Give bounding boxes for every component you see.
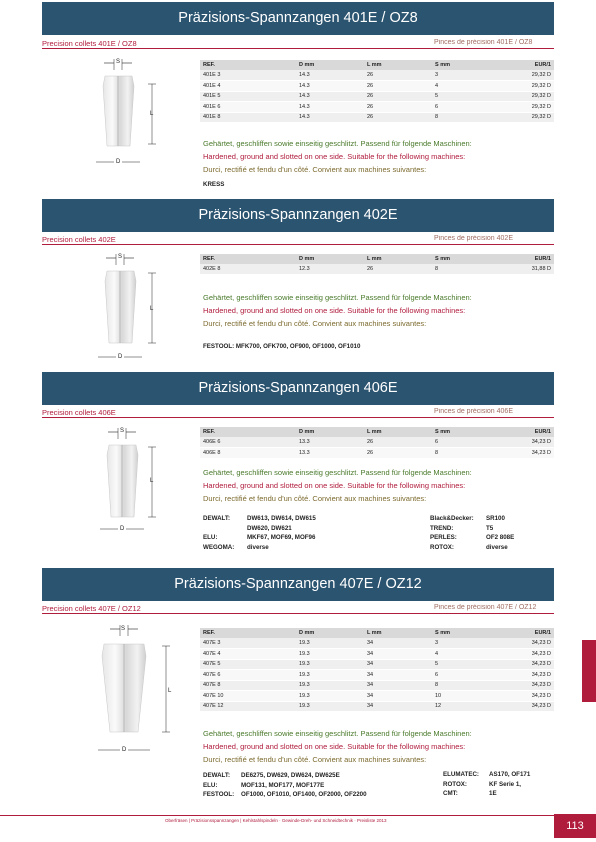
subtitle-en: Precision collets 402E bbox=[42, 235, 116, 244]
cell-l: 26 bbox=[364, 70, 432, 81]
header-price: EUR/1 bbox=[520, 628, 554, 638]
machine-models: DW613, DW614, DW615 bbox=[247, 515, 316, 522]
subtitle-divider bbox=[42, 613, 554, 614]
cell-l: 34 bbox=[364, 638, 432, 649]
machine-list-left bbox=[203, 514, 316, 552]
description-en: Hardened, ground and slotted on one side. Suitable for the following machines: bbox=[203, 152, 466, 161]
cell-s: 8 bbox=[432, 680, 520, 691]
cell-price: 34,23 D bbox=[520, 649, 554, 660]
machine-brand: KRESS bbox=[203, 181, 225, 188]
table-row bbox=[200, 659, 554, 670]
table-row bbox=[200, 701, 554, 712]
dim-d-label: D bbox=[118, 354, 123, 360]
cell-ref: 401E 8 bbox=[200, 112, 296, 123]
spec-table bbox=[200, 60, 554, 123]
machine-list-right bbox=[443, 770, 530, 799]
machine-brand: ROTOX: bbox=[430, 543, 454, 551]
description-fr: Durci, rectifié et fendu d'un côté. Convient aux machines suivantes: bbox=[203, 494, 427, 503]
machine-models: T5 bbox=[486, 524, 494, 532]
cell-d: 19.3 bbox=[296, 649, 364, 660]
page-number: 113 bbox=[554, 814, 596, 838]
description-de: Gehärtet, geschliffen sowie einseitig geschlitzt. Passend für folgende Maschinen: bbox=[203, 293, 472, 302]
cell-l: 34 bbox=[364, 691, 432, 702]
cell-price: 31,88 D bbox=[520, 264, 554, 275]
subtitle-divider bbox=[42, 417, 554, 418]
dim-d-label: D bbox=[116, 159, 121, 165]
cell-ref: 401E 4 bbox=[200, 81, 296, 92]
machine-list bbox=[203, 342, 360, 352]
machine-models: AS170, OF171 bbox=[489, 771, 531, 778]
table-header-row bbox=[200, 628, 554, 638]
table-header-row bbox=[200, 60, 554, 70]
header-d: D mm bbox=[296, 254, 364, 264]
collet-drawing bbox=[94, 251, 164, 366]
cell-d: 13.3 bbox=[296, 437, 364, 448]
description-fr: Durci, rectifié et fendu d'un côté. Convient aux machines suivantes: bbox=[203, 165, 427, 174]
cell-l: 34 bbox=[364, 649, 432, 660]
cell-ref: 402E 8 bbox=[200, 264, 296, 275]
header-price: EUR/1 bbox=[520, 427, 554, 437]
cell-s: 8 bbox=[432, 112, 520, 123]
header-price: EUR/1 bbox=[520, 60, 554, 70]
machine-brand: ELUMATEC: bbox=[443, 771, 479, 778]
cell-price: 34,23 D bbox=[520, 691, 554, 702]
machine-models: diverse bbox=[486, 543, 508, 551]
cell-l: 26 bbox=[364, 437, 432, 448]
header-d: D mm bbox=[296, 60, 364, 70]
dim-l-label: L bbox=[150, 111, 154, 117]
machine-brand: WEGOMA: bbox=[203, 543, 235, 551]
cell-d: 14.3 bbox=[296, 70, 364, 81]
spec-table bbox=[200, 427, 554, 459]
cell-d: 12.3 bbox=[296, 264, 364, 275]
machine-brand: FESTOOL: bbox=[203, 343, 235, 350]
machine-models: diverse bbox=[247, 543, 269, 551]
cell-d: 14.3 bbox=[296, 112, 364, 123]
header-ref: REF. bbox=[200, 628, 296, 638]
subtitle-divider bbox=[42, 244, 554, 245]
cell-price: 34,23 D bbox=[520, 670, 554, 681]
table-row bbox=[200, 102, 554, 113]
section-title: Präzisions-Spannzangen 402E bbox=[42, 199, 554, 232]
cell-l: 34 bbox=[364, 659, 432, 670]
description-fr: Durci, rectifié et fendu d'un côté. Convient aux machines suivantes: bbox=[203, 755, 427, 764]
header-l: L mm bbox=[364, 254, 432, 264]
machine-entry bbox=[203, 533, 316, 543]
machine-entry bbox=[203, 781, 367, 791]
table-row bbox=[200, 70, 554, 81]
cell-s: 6 bbox=[432, 102, 520, 113]
cell-ref: 407E 8 bbox=[200, 680, 296, 691]
chapter-tab bbox=[582, 640, 596, 702]
subtitle-en: Precision collets 407E / OZ12 bbox=[42, 604, 141, 613]
machine-brand: ELU: bbox=[203, 534, 218, 541]
cell-price: 34,23 D bbox=[520, 701, 554, 712]
description-de: Gehärtet, geschliffen sowie einseitig geschlitzt. Passend für folgende Maschinen: bbox=[203, 729, 472, 738]
machine-list-right bbox=[430, 514, 514, 552]
header-s: S mm bbox=[432, 254, 520, 264]
machine-list-left bbox=[203, 771, 367, 800]
subtitle-en: Precision collets 406E bbox=[42, 408, 116, 417]
machine-models: MFK700, OFK700, OF900, OF1000, OF1010 bbox=[235, 343, 361, 350]
subtitle-fr: Pinces de précision 407E / OZ12 bbox=[434, 604, 537, 611]
table-header-row bbox=[200, 427, 554, 437]
cell-s: 8 bbox=[432, 264, 520, 275]
cell-ref: 406E 8 bbox=[200, 448, 296, 459]
dim-l-label: L bbox=[150, 306, 154, 312]
cell-s: 12 bbox=[432, 701, 520, 712]
machine-brand: ROTOX: bbox=[443, 780, 467, 788]
cell-s: 10 bbox=[432, 691, 520, 702]
machine-entry bbox=[203, 524, 316, 534]
table-row bbox=[200, 264, 554, 275]
description-de: Gehärtet, geschliffen sowie einseitig geschlitzt. Passend für folgende Maschinen: bbox=[203, 139, 472, 148]
machine-brand: DEWALT: bbox=[203, 772, 231, 779]
table-row bbox=[200, 638, 554, 649]
cell-ref: 406E 6 bbox=[200, 437, 296, 448]
cell-ref: 407E 6 bbox=[200, 670, 296, 681]
header-d: D mm bbox=[296, 628, 364, 638]
spec-table bbox=[200, 628, 554, 712]
description-en: Hardened, ground and slotted on one side. Suitable for the following machines: bbox=[203, 481, 466, 490]
dim-s-label: S bbox=[116, 59, 121, 65]
cell-d: 19.3 bbox=[296, 680, 364, 691]
subtitle-en: Precision collets 401E / OZ8 bbox=[42, 39, 137, 48]
cell-d: 14.3 bbox=[296, 102, 364, 113]
machine-entry bbox=[430, 514, 514, 524]
machine-models: SR100 bbox=[486, 515, 505, 522]
machine-brand: ELU: bbox=[203, 781, 218, 789]
cell-d: 19.3 bbox=[296, 691, 364, 702]
cell-s: 5 bbox=[432, 91, 520, 102]
cell-s: 4 bbox=[432, 649, 520, 660]
description-fr: Durci, rectifié et fendu d'un côté. Convient aux machines suivantes: bbox=[203, 319, 427, 328]
cell-ref: 401E 3 bbox=[200, 70, 296, 81]
header-l: L mm bbox=[364, 628, 432, 638]
cell-price: 34,23 D bbox=[520, 659, 554, 670]
machine-entry bbox=[430, 533, 514, 543]
machine-models: MKF67, MOF69, MOF96 bbox=[247, 534, 316, 541]
machine-entry bbox=[430, 543, 514, 553]
machine-list bbox=[203, 180, 224, 190]
cell-price: 29,32 D bbox=[520, 102, 554, 113]
machine-models: OF2 808E bbox=[486, 534, 515, 541]
header-d: D mm bbox=[296, 427, 364, 437]
machine-brand: DEWALT: bbox=[203, 515, 231, 522]
cell-s: 8 bbox=[432, 448, 520, 459]
cell-d: 14.3 bbox=[296, 81, 364, 92]
cell-ref: 401E 6 bbox=[200, 102, 296, 113]
cell-ref: 407E 3 bbox=[200, 638, 296, 649]
cell-l: 26 bbox=[364, 264, 432, 275]
cell-price: 29,32 D bbox=[520, 112, 554, 123]
subtitle-fr: Pinces de précision 402E bbox=[434, 235, 513, 242]
header-ref: REF. bbox=[200, 427, 296, 437]
cell-ref: 407E 4 bbox=[200, 649, 296, 660]
machine-brand: PERLES: bbox=[430, 534, 457, 541]
table-row bbox=[200, 691, 554, 702]
description-de: Gehärtet, geschliffen sowie einseitig geschlitzt. Passend für folgende Maschinen: bbox=[203, 468, 472, 477]
spec-table bbox=[200, 254, 554, 275]
dim-s-label: S bbox=[118, 254, 123, 260]
footer-text: Oberfräsen | Präzisionsspannzangen | Kehlstahlspindeln · Gewinde-Dreh- und Schneidtechnik · Preisliste 2013 bbox=[165, 818, 387, 823]
cell-price: 34,23 D bbox=[520, 638, 554, 649]
subtitle-fr: Pinces de précision 406E bbox=[434, 408, 513, 415]
cell-price: 29,32 D bbox=[520, 91, 554, 102]
cell-price: 34,23 D bbox=[520, 680, 554, 691]
table-row bbox=[200, 91, 554, 102]
cell-s: 4 bbox=[432, 81, 520, 92]
table-row bbox=[200, 437, 554, 448]
cell-price: 29,32 D bbox=[520, 70, 554, 81]
machine-entry bbox=[203, 790, 367, 800]
table-row bbox=[200, 680, 554, 691]
machine-entry bbox=[443, 789, 530, 799]
machine-entry bbox=[203, 543, 316, 553]
description-en: Hardened, ground and slotted on one side. Suitable for the following machines: bbox=[203, 742, 466, 751]
description bbox=[203, 727, 553, 766]
machine-brand: TREND: bbox=[430, 524, 454, 532]
machine-entry bbox=[443, 780, 530, 790]
cell-l: 26 bbox=[364, 112, 432, 123]
dim-d-label: D bbox=[120, 526, 125, 532]
cell-l: 34 bbox=[364, 680, 432, 691]
cell-l: 26 bbox=[364, 448, 432, 459]
header-s: S mm bbox=[432, 628, 520, 638]
table-row bbox=[200, 649, 554, 660]
header-s: S mm bbox=[432, 427, 520, 437]
machine-entry bbox=[430, 524, 514, 534]
table-row bbox=[200, 112, 554, 123]
header-l: L mm bbox=[364, 60, 432, 70]
cell-d: 19.3 bbox=[296, 659, 364, 670]
machine-models: 1E bbox=[489, 790, 497, 797]
machine-entry bbox=[203, 771, 367, 781]
machine-brand: CMT: bbox=[443, 790, 458, 797]
section-title: Präzisions-Spannzangen 407E / OZ12 bbox=[42, 568, 554, 601]
header-l: L mm bbox=[364, 427, 432, 437]
description bbox=[203, 466, 553, 505]
description bbox=[203, 137, 553, 176]
description-en: Hardened, ground and slotted on one side. Suitable for the following machines: bbox=[203, 306, 466, 315]
cell-d: 19.3 bbox=[296, 670, 364, 681]
cell-ref: 401E 5 bbox=[200, 91, 296, 102]
table-row bbox=[200, 81, 554, 92]
machine-brand: Black&Decker: bbox=[430, 515, 474, 522]
cell-l: 34 bbox=[364, 701, 432, 712]
header-s: S mm bbox=[432, 60, 520, 70]
dim-l-label: L bbox=[168, 688, 172, 694]
table-header-row bbox=[200, 254, 554, 264]
header-ref: REF. bbox=[200, 254, 296, 264]
machine-models: KF Serie 1, bbox=[489, 780, 521, 788]
machine-entry bbox=[443, 770, 530, 780]
cell-d: 13.3 bbox=[296, 448, 364, 459]
machine-models: DW620, DW621 bbox=[247, 524, 292, 532]
cell-d: 19.3 bbox=[296, 701, 364, 712]
dim-s-label: S bbox=[120, 428, 125, 434]
cell-price: 34,23 D bbox=[520, 437, 554, 448]
subtitle-divider bbox=[42, 48, 554, 49]
cell-l: 34 bbox=[364, 670, 432, 681]
cell-s: 3 bbox=[432, 70, 520, 81]
cell-ref: 407E 10 bbox=[200, 691, 296, 702]
cell-ref: 407E 5 bbox=[200, 659, 296, 670]
cell-l: 26 bbox=[364, 81, 432, 92]
cell-s: 6 bbox=[432, 670, 520, 681]
cell-price: 34,23 D bbox=[520, 448, 554, 459]
header-ref: REF. bbox=[200, 60, 296, 70]
machine-models: OF1000, OF1010, OF1400, OF2000, OF2200 bbox=[241, 791, 367, 798]
cell-d: 19.3 bbox=[296, 638, 364, 649]
description bbox=[203, 291, 553, 330]
header-price: EUR/1 bbox=[520, 254, 554, 264]
cell-s: 5 bbox=[432, 659, 520, 670]
machine-entry bbox=[203, 514, 316, 524]
cell-l: 26 bbox=[364, 102, 432, 113]
cell-d: 14.3 bbox=[296, 91, 364, 102]
cell-l: 26 bbox=[364, 91, 432, 102]
section-title: Präzisions-Spannzangen 401E / OZ8 bbox=[42, 2, 554, 35]
cell-s: 6 bbox=[432, 437, 520, 448]
dim-l-label: L bbox=[150, 478, 154, 484]
cell-price: 29,32 D bbox=[520, 81, 554, 92]
collet-drawing bbox=[96, 425, 166, 540]
machine-brand: FESTOOL: bbox=[203, 791, 235, 798]
dim-d-label: D bbox=[122, 747, 127, 753]
footer-divider bbox=[0, 815, 596, 816]
table-row bbox=[200, 670, 554, 681]
machine-models: DE6275, DW629, DW624, DW625E bbox=[241, 772, 340, 779]
dim-s-label: S bbox=[121, 626, 126, 632]
section-title: Präzisions-Spannzangen 406E bbox=[42, 372, 554, 405]
machine-models: MOF131, MOF177, MOF177E bbox=[241, 781, 325, 789]
cell-s: 3 bbox=[432, 638, 520, 649]
table-row bbox=[200, 448, 554, 459]
subtitle-fr: Pinces de précision 401E / OZ8 bbox=[434, 39, 533, 46]
cell-ref: 407E 12 bbox=[200, 701, 296, 712]
